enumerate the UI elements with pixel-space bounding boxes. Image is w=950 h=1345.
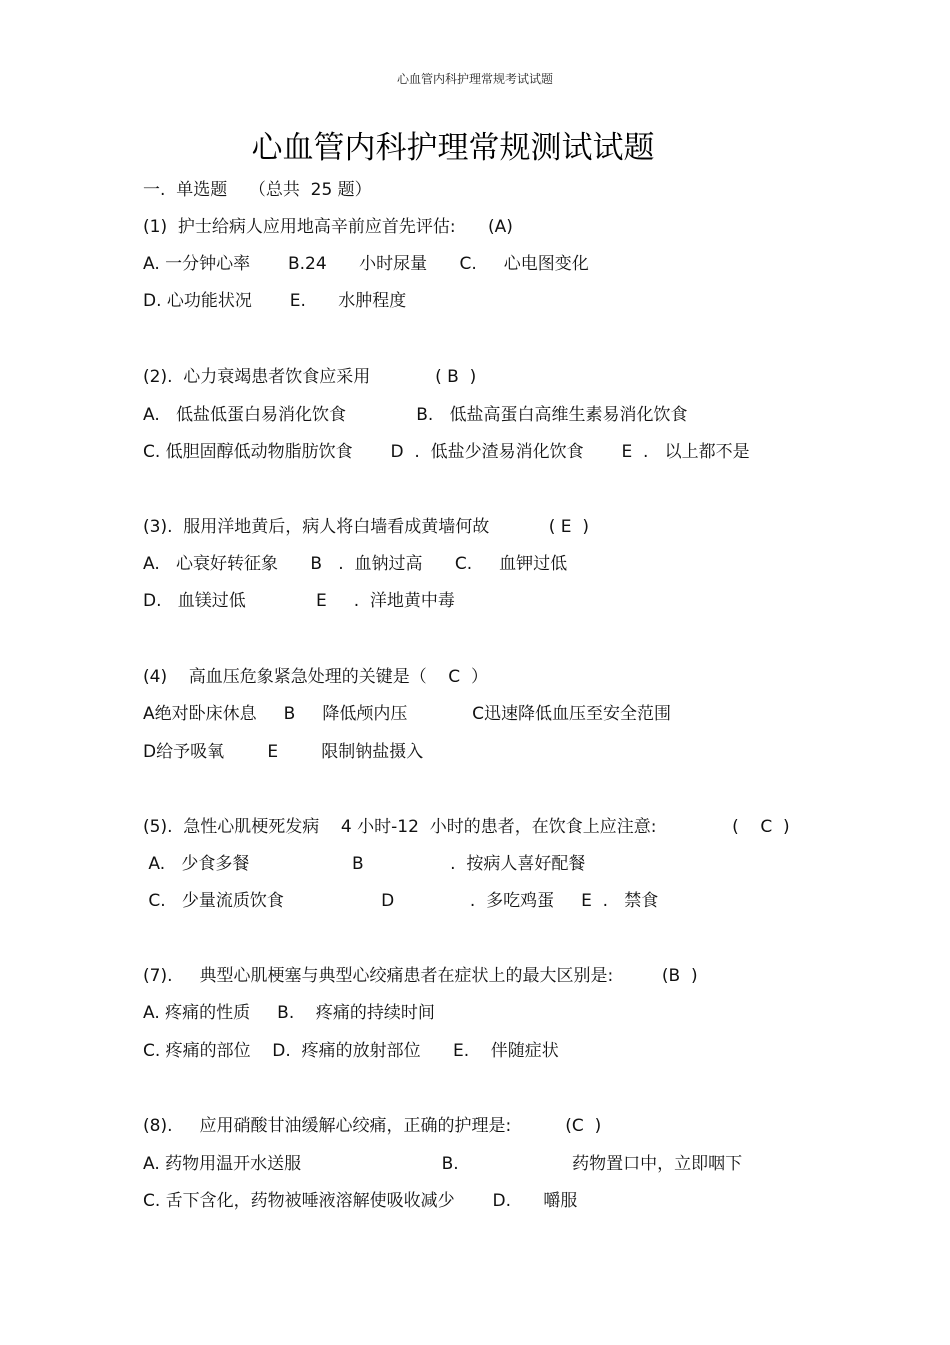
question-8-options-row-2: C. 舌下含化，药物被唾液溶解使吸收减少 D. 嚼服: [143, 1191, 578, 1211]
question-2-stem: (2). 心力衰竭患者饮食应采用 ( B ): [143, 367, 477, 387]
question-2-options-row-1: A. 低盐低蛋白易消化饮食 B. 低盐高蛋白高维生素易消化饮食: [143, 405, 688, 425]
question-3-stem: (3). 服用洋地黄后，病人将白墙看成黄墙何故 ( E ): [143, 517, 589, 537]
question-1-options-row-2: D. 心功能状况 E. 水肿程度: [143, 291, 407, 311]
question-4-stem: (4) 高血压危象紧急处理的关键是（ C ）: [143, 667, 488, 687]
question-7-options-row-1: A. 疼痛的性质 B. 疼痛的持续时间: [143, 1003, 435, 1023]
section-heading: 一. 单选题 （总共 25 题）: [143, 180, 372, 200]
question-8-options-row-1: A. 药物用温开水送服 B. 药物置口中，立即咽下: [143, 1154, 743, 1174]
question-3-options-row-2: D. 血镁过低 E . 洋地黄中毒: [143, 591, 455, 611]
question-2-options-row-2: C. 低胆固醇低动物脂肪饮食 D . 低盐少渣易消化饮食 E . 以上都不是: [143, 442, 750, 462]
document-title: 心血管内科护理常规测试试题: [251, 130, 655, 166]
question-7-stem: (7). 典型心肌梗塞与典型心绞痛患者在症状上的最大区别是: (B ): [143, 966, 698, 986]
question-4-options-row-1: A绝对卧床休息 B 降低颅内压 C迅速降低血压至安全范围: [143, 704, 672, 724]
page-header: 心血管内科护理常规考试试题: [396, 72, 553, 86]
question-1-options-row-1: A. 一分钟心率 B.24 小时尿量 C. 心电图变化: [143, 254, 589, 274]
question-4-options-row-2: D给予吸氧 E 限制钠盐摄入: [143, 742, 424, 762]
question-3-options-row-1: A. 心衰好转征象 B . 血钠过高 C. 血钾过低: [143, 554, 568, 574]
question-8-stem: (8). 应用硝酸甘油缓解心绞痛，正确的护理是: (C ): [143, 1116, 602, 1136]
question-1-stem: (1) 护士给病人应用地高辛前应首先评估: (A): [143, 217, 513, 237]
question-5-options-row-1: A. 少食多餐 B . 按病人喜好配餐: [143, 854, 586, 874]
question-7-options-row-2: C. 疼痛的部位 D. 疼痛的放射部位 E. 伴随症状: [143, 1041, 559, 1061]
question-5-stem: (5). 急性心肌梗死发病 4 小时-12 小时的患者，在饮食上应注意: ( C ): [143, 817, 790, 837]
question-5-options-row-2: C. 少量流质饮食 D . 多吃鸡蛋 E . 禁食: [143, 891, 659, 911]
